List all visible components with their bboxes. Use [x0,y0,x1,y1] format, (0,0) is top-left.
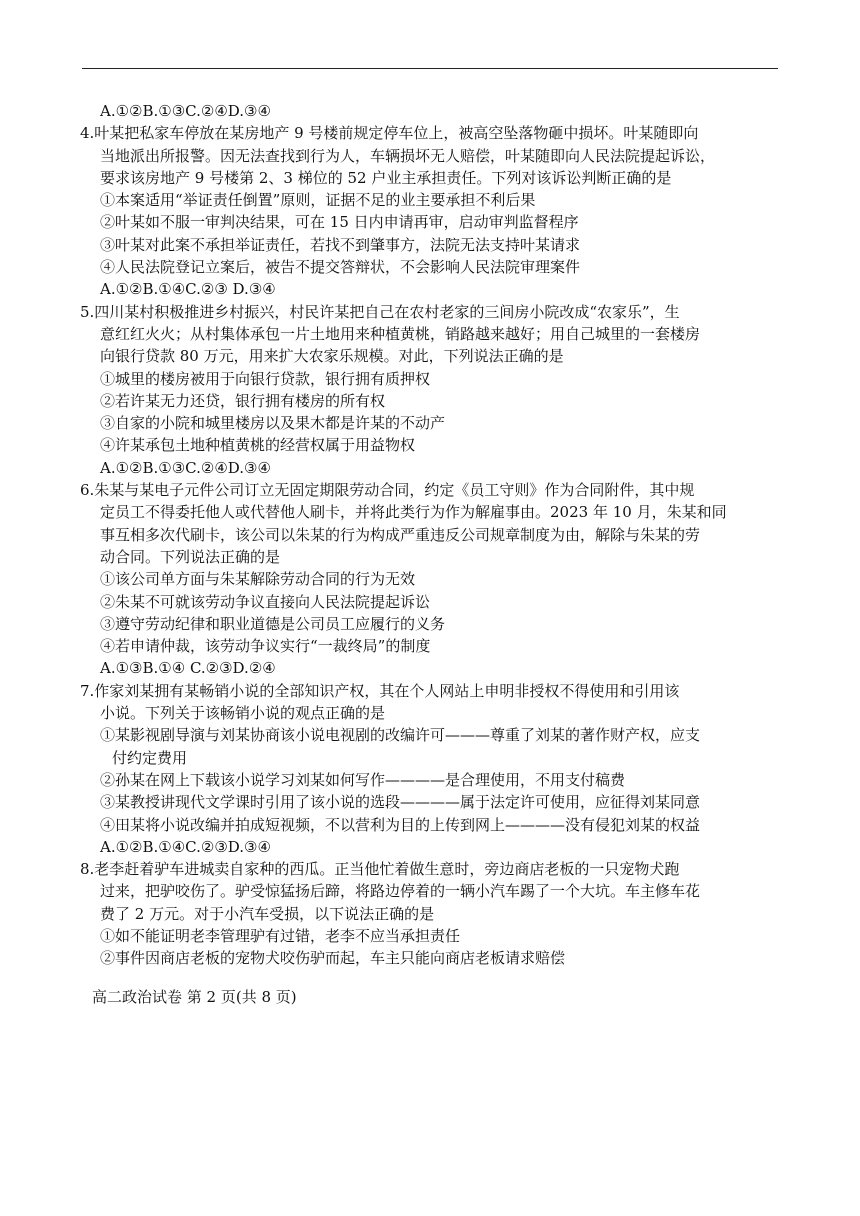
question-stem: 8.老李赶着驴车进城卖自家种的西瓜。正当他忙着做生意时，旁边商店老板的一只宠物犬跑 [80,860,680,879]
question-stem: 小说。下列关于该畅销小说的观点正确的是 [100,704,386,723]
answer-choices: A.①②B.①③C.②④D.③④ [100,458,271,477]
page-footer: 高二政治试卷 第 2 页(共 8 页) [92,988,297,1006]
answer-choices: A.①③B.①④ C.②③D.②④ [100,659,276,678]
question-stem: 费了 2 万元。对于小汽车受损，以下说法正确的是 [100,904,435,923]
question-6 [80,479,780,680]
question-7 [80,680,780,858]
answer-choices-q3: A.①②B.①③C.②④D.③④ [100,102,271,120]
question-stem: 意红红火火；从村集体承包一片土地用来种植黄桃，销路越来越好；用自己城里的一套楼房 [100,324,701,343]
question-stem: 事互相多次代刷卡，该公司以朱某的行为构成严重违反公司规章制度为由，解除与朱某的劳 [100,525,701,544]
option-statement: ①该公司单方面与朱某解除劳动合同的行为无效 [100,570,416,589]
question-stem: 7.作家刘某拥有某畅销小说的全部知识产权，其在个人网站上申明非授权不得使用和引用该 [80,681,680,700]
header-rule [82,68,778,69]
option-statement: ④若申请仲裁，该劳动争议实行“一裁终局”的制度 [100,637,431,656]
option-statement: ③自家的小院和城里楼房以及果木都是许某的不动产 [100,414,446,433]
option-statement: ④许某承包土地种植黄桃的经营权属于用益物权 [100,436,416,455]
question-stem: 过来，把驴咬伤了。驴受惊猛扬后蹄，将路边停着的一辆小汽车踢了一个大坑。车主修车花 [100,882,701,901]
question-stem: 4.叶某把私家车停放在某房地产 9 号楼前规定停车位上，被高空坠落物砸中损坏。叶某随即向 [80,124,699,143]
question-8 [80,858,780,969]
option-statement: ②事件因商店老板的宠物犬咬伤驴而起，车主只能向商店老板请求赔偿 [100,949,566,968]
option-statement: ①本案适用“举证责任倒置”原则，证据不足的业主要承担不利后果 [100,191,536,210]
question-stem: 当地派出所报警。因无法查找到行为人，车辆损坏无人赔偿，叶某随即向人民法院提起诉讼， [100,146,716,165]
option-statement: ④人民法院登记立案后，被告不提交答辩状，不会影响人民法院审理案件 [100,258,581,277]
option-statement: ①如不能证明老李管理驴有过错，老李不应当承担责任 [100,926,461,945]
option-statement: ①城里的楼房被用于向银行贷款，银行拥有质押权 [100,369,431,388]
question-stem: 5.四川某村积极推进乡村振兴，村民许某把自己在农村老家的三间房小院改成“农家乐”，生 [80,302,680,321]
question-stem: 定员工不得委托他人或代替他人刷卡，并将此类行为作为解雇事由。2023 年 10 月，朱某和同 [100,503,727,522]
option-statement-continuation: 付约定费用 [112,748,188,767]
option-statement: ④田某将小说改编并拍成短视频，不以营利为目的上传到网上————没有侵犯刘某的权益 [100,815,701,834]
answer-choices: A.①②B.①④C.②③D.③④ [100,837,271,856]
option-statement: ①某影视剧导演与刘某协商该小说电视剧的改编许可———尊重了刘某的著作财产权，应支 [100,726,701,745]
question-stem: 6.朱某与某电子元件公司订立无固定期限劳动合同，约定《员工守则》作为合同附件，其中规 [80,481,695,500]
question-5 [80,301,780,479]
option-statement: ②孙某在网上下载该小说学习刘某如何写作————是合理使用，不用支付稿费 [100,770,626,789]
exam-page [80,100,780,970]
option-statement: ②朱某不可就该劳动争议直接向人民法院提起诉讼 [100,592,431,611]
question-stem: 要求该房地产 9 号楼第 2、3 梯位的 52 户业主承担责任。下列对该诉讼判断正确的是 [100,168,672,187]
question-stem: 向银行贷款 80 万元，用来扩大农家乐规模。对此，下列说法正确的是 [100,347,564,366]
option-statement: ②若许某无力还贷，银行拥有楼房的所有权 [100,391,386,410]
option-statement: ③叶某对此案不承担举证责任，若找不到肇事方，法院无法支持叶某请求 [100,235,581,254]
option-statement: ③遵守劳动纪律和职业道德是公司员工应履行的义务 [100,614,446,633]
question-stem: 动合同。下列说法正确的是 [100,547,281,566]
option-statement: ③某教授讲现代文学课时引用了该小说的选段————属于法定许可使用，应征得刘某同意 [100,793,701,812]
answer-choices: A.①②B.①④C.②③ D.③④ [100,280,276,299]
question-4 [80,122,780,300]
option-statement: ②叶某如不服一审判决结果，可在 15 日内申请再审，启动审判监督程序 [100,213,579,232]
